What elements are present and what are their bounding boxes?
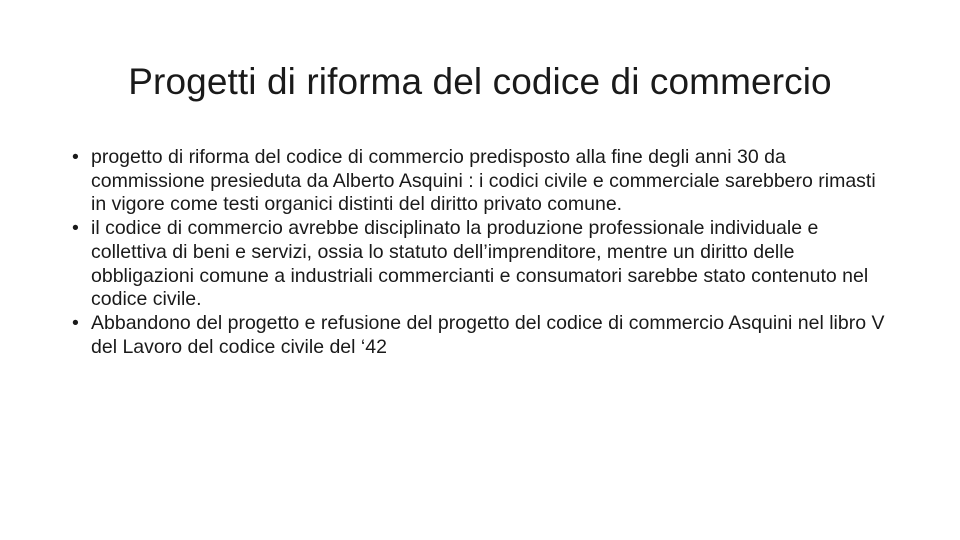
bullet-text: Abbandono del progetto e refusione del progetto del codice di commercio Asquini nel libro V del Lavoro del codice civile del ‘42: [91, 311, 885, 358]
bullet-text: progetto di riforma del codice di commercio predisposto alla fine degli anni 30 da commissione presieduta da Alberto Asquini : i codici civile e commerciale sarebbero rimasti in vigore come testi organici distinti del diritto privato comune.: [91, 146, 876, 216]
bullet-item-2: [66, 217, 886, 312]
bullet-list: [66, 146, 886, 359]
bullet-icon: •: [72, 146, 79, 168]
bullet-item-3: [66, 312, 886, 359]
bullet-item-1: [66, 146, 886, 217]
bullet-text: il codice di commercio avrebbe disciplinato la produzione professionale individuale e collettiva di beni e servizi, ossia lo statuto dell’imprenditore, mentre un diritto delle obbligazioni comune a industriali commercianti e consumatori sarebbe stato contenuto nel codice civile.: [91, 217, 869, 311]
bullet-icon: •: [72, 217, 79, 240]
bullet-icon: •: [72, 311, 79, 334]
slide-title: Progetti di riforma del codice di commercio: [128, 61, 832, 102]
